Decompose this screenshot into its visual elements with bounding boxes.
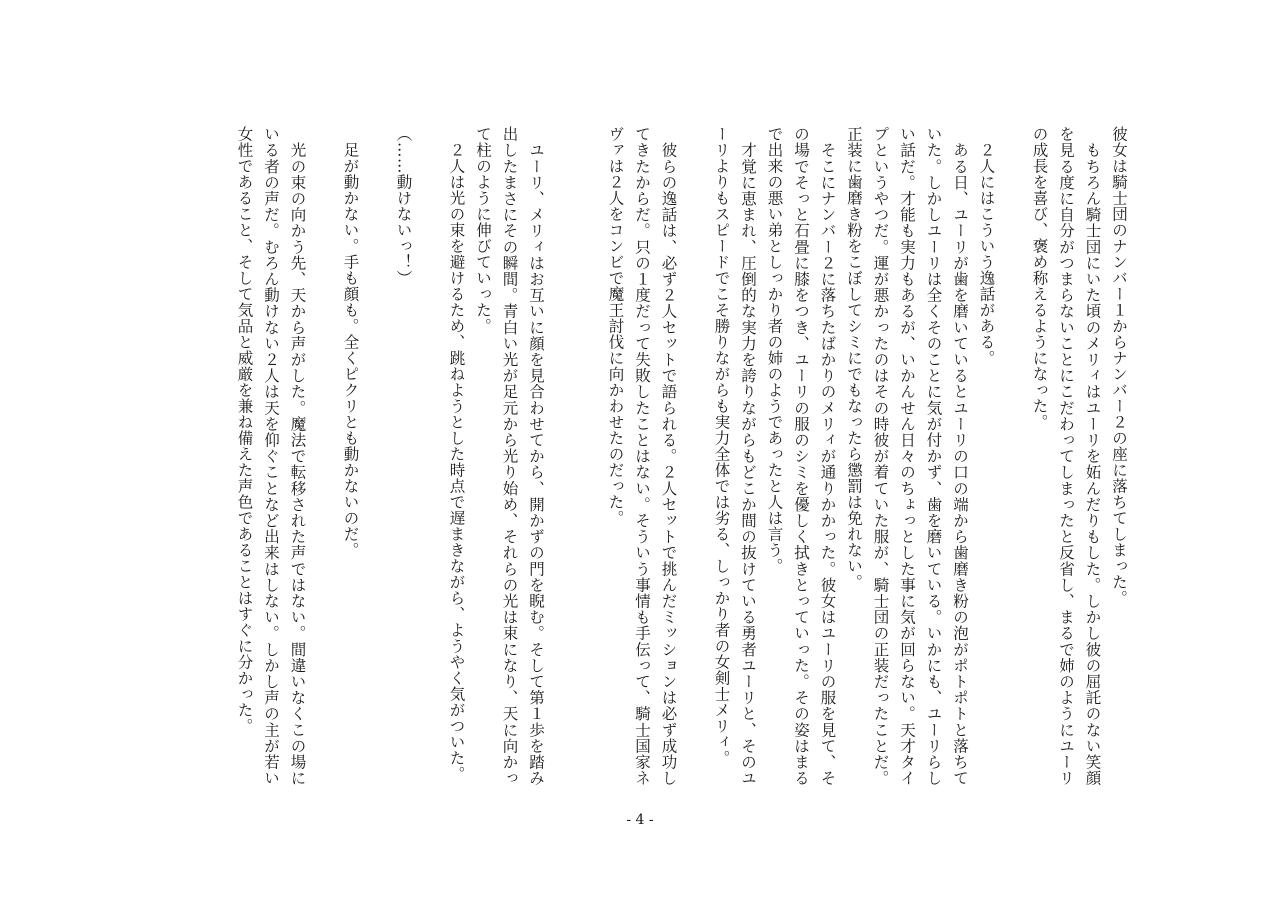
paragraph: 彼女は騎士団のナンバー１からナンバー２の座に落ちてしまった。: [1110, 126, 1128, 606]
paragraph: 才覚に恵まれ、圧倒的な実力を誇りながらもどこか間の抜けている勇者ユーリと、そのユーリよりもスピードでこそ勝りながらも実力全体では劣る、しっかり者の女剣士メリィ。: [712, 126, 757, 786]
blank-line: [576, 126, 603, 786]
paragraph: 彼らの逸話は、必ず２人セットで語られる。２人セットで挑んだミッションは必ず成功してきたからだ。只の１度だって失敗したことはない。そういう事情も手伝って、騎士国家ネヴァは２人をコンビで魔王討伐に向かわせたのだった。: [606, 126, 678, 786]
paragraph: （……動けないっ！）: [394, 126, 413, 286]
page-number: - 4 -: [626, 812, 654, 828]
blank-line: [1000, 126, 1027, 786]
blank-line: [417, 126, 444, 786]
paragraph: もちろん騎士団にいた頃のメリィはユーリを妬んだりもした。しかし彼の屈託のない笑顔を見る度に自分がつまらないことにこだわってしまったと反省し、まるで姉のようにユーリの成長を喜び、褒め称えるようになった。: [1030, 126, 1102, 786]
blank-line: [549, 126, 576, 786]
paragraph: ユーリ、メリィはお互いに顔を見合わせてから、開かずの門を睨む。そして第１歩を踏み出したまさにその瞬間。青白い光が足元から光り始め、それらの光は束になり、天に向かって柱のように伸びていった。: [474, 126, 545, 786]
body-text: [132, 126, 1132, 786]
blank-line: [364, 126, 391, 786]
blank-line: [682, 126, 709, 786]
paragraph: ２人にはこういう逸話がある。: [977, 126, 996, 366]
blank-line: [311, 126, 338, 786]
paragraph: そこにナンバー２に落ちたばかりのメリィが通りかかった。彼女はユーリの服を見て、その場でそっと石畳に膝をつき、ユーリの服のシミを優しく拭きとっていった。その姿はまるで出来の悪い弟としっかり者の姉のようであったと人は言う。: [765, 126, 837, 786]
paragraph: 光の束の向かう先、天から声がした。魔法で転移された声ではない。間違いなくこの場にいる者の声だ。むろん動けない２人は天を仰ぐことなど出来はしない。しかし声の主が若い女性であること、そして気品と威厳を兼ね備えた声色であることはすぐに分かった。: [235, 126, 307, 786]
paragraph: ２人は光の束を避けるため、跳ねようとした時点で遅まきながら、ようやく気がついた。: [447, 126, 466, 782]
paragraph: ある日、ユーリが歯を磨いているとユーリの口の端から歯磨き粉の泡がポトポトと落ちていた。しかしユーリは全くそのことに気が付かず、歯を磨いている。いかにも、ユーリらしい話だ。才能も実力もあるが、いかんせん日々のちょっとした事に気が回らない。天才タイプというやつだ。運が悪かったのはその時彼が着ていた服が、騎士団の正装だったことだ。正装に歯磨き粉をこぼしてシミにでもなったら懲罰は免れない。: [845, 126, 969, 786]
paragraph: 足が動かない。手も顔も。全くピクリとも動かないのだ。: [341, 126, 360, 558]
